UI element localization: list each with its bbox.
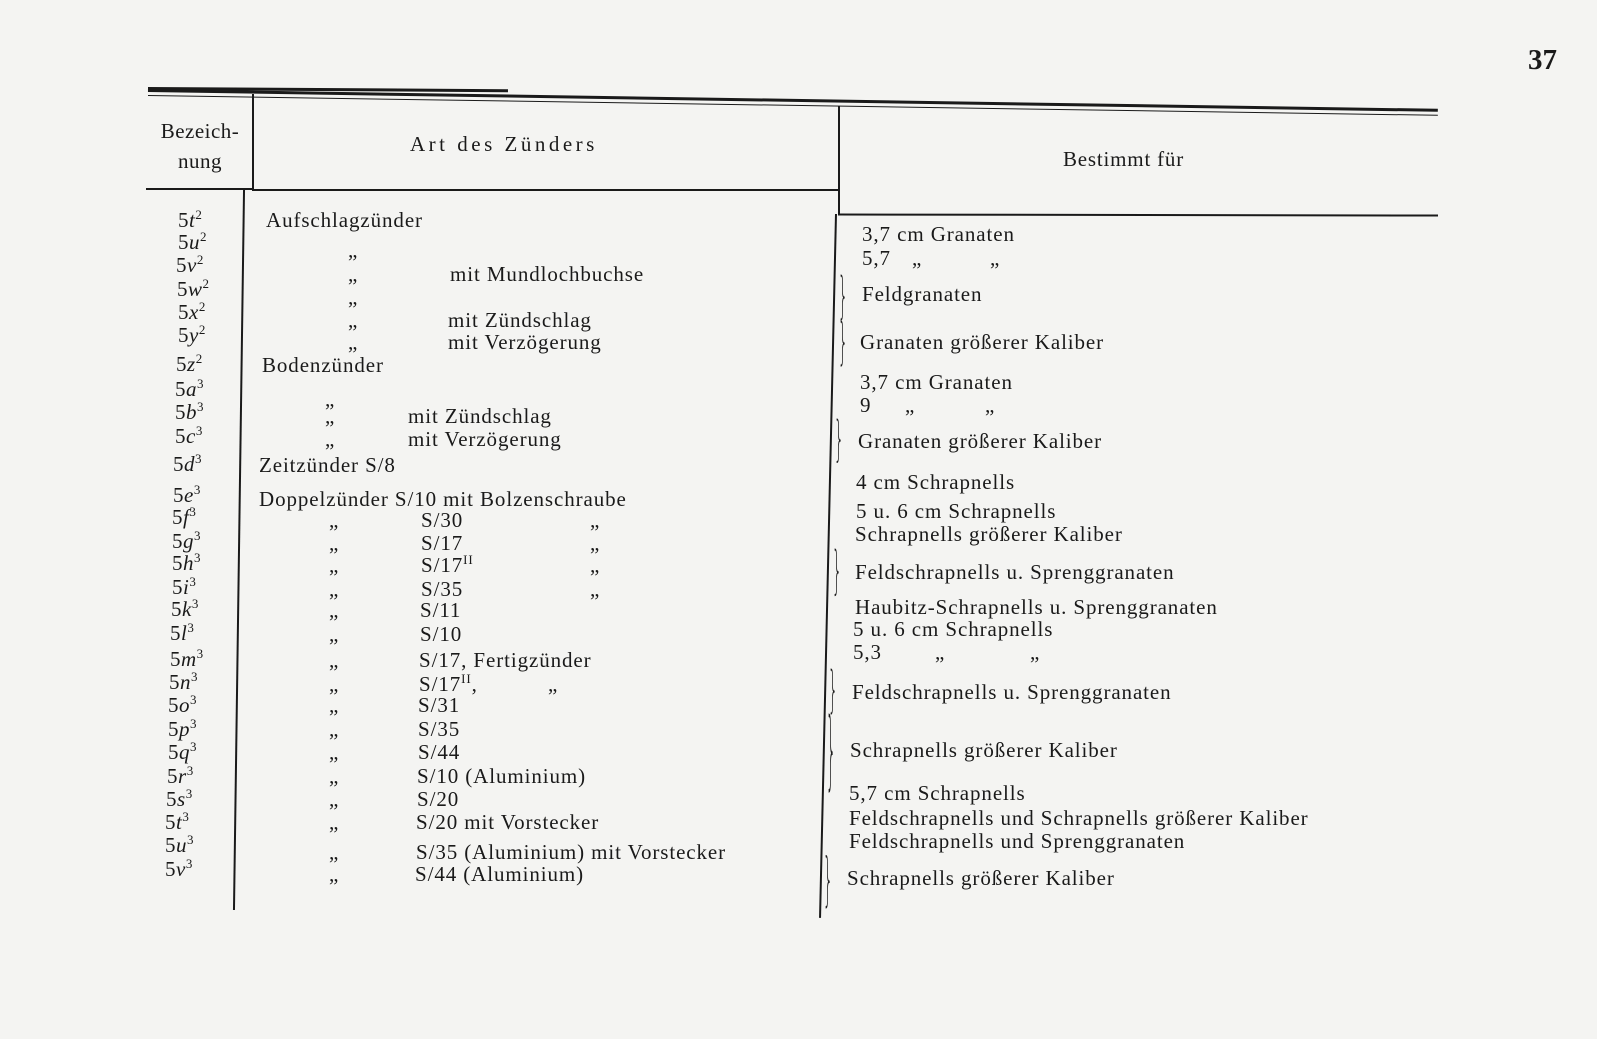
column-divider-1	[252, 94, 254, 190]
designation-exponent: 3	[185, 786, 193, 801]
designation-letter: z	[187, 352, 196, 376]
fuze-type-text: „	[329, 840, 340, 864]
designation-cell	[171, 597, 199, 622]
fuze-detail-superscript: II	[463, 552, 474, 567]
header-designation-line2: nung	[178, 149, 222, 173]
designation-exponent: 2	[195, 207, 203, 222]
designation-exponent: 3	[185, 856, 193, 871]
fuze-type-text: Aufschlagzünder	[266, 208, 423, 232]
designation-letter: u	[176, 833, 187, 857]
fuze-detail-main: S/35	[418, 717, 461, 741]
designation-cell	[175, 424, 203, 449]
fuze-detail-text	[420, 598, 461, 623]
fuze-detail-suffix: ,	[471, 672, 478, 696]
designation-letter: e	[184, 483, 194, 507]
fuze-detail-text	[421, 553, 474, 578]
column-divider-2	[838, 106, 840, 214]
designation-number: 5	[171, 597, 182, 621]
intended-for-text: 5,7	[862, 246, 891, 270]
designation-letter: a	[186, 377, 197, 401]
designation-exponent: 3	[189, 574, 197, 589]
fuze-detail-main: S/10 (Aluminium)	[417, 764, 586, 788]
fuze-detail-superscript: II	[461, 671, 472, 686]
designation-exponent: 3	[197, 399, 204, 414]
fuze-type-text: „	[348, 330, 359, 354]
designation-exponent: 3	[191, 596, 199, 611]
designation-exponent: 2	[202, 276, 210, 291]
header-fuze-type: Art des Zünders	[410, 132, 598, 156]
intended-for-text: 5,7 cm Schrapnells	[849, 781, 1026, 805]
fuze-detail-main: mit Verzögerung	[448, 330, 602, 354]
fuze-type-text: „	[325, 427, 336, 451]
fuze-type-text: „	[325, 404, 336, 428]
designation-letter: c	[186, 424, 196, 448]
intended-for-text: Granaten größerer Kaliber	[858, 429, 1103, 453]
designation-letter: q	[179, 740, 190, 764]
designation-letter: v	[176, 857, 186, 881]
fuze-detail-main: S/17	[419, 672, 462, 696]
ditto-mark: „	[1030, 640, 1041, 664]
fuze-type-text: „	[329, 531, 340, 555]
designation-cell	[172, 505, 196, 530]
designation-cell	[168, 693, 197, 718]
fuze-detail-main: S/35 (Aluminium) mit Vorstecker	[416, 840, 727, 864]
designation-cell	[176, 352, 203, 377]
designation-number: 5	[175, 400, 186, 424]
page-number: 37	[1528, 44, 1557, 76]
designation-letter: b	[186, 400, 197, 424]
designation-cell	[170, 621, 194, 646]
designation-exponent: 2	[195, 351, 203, 366]
designation-cell	[172, 551, 201, 576]
fuze-detail-main: S/35	[421, 577, 464, 601]
fuze-type-text: „	[348, 238, 359, 262]
designation-letter: r	[178, 764, 187, 788]
fuze-detail-main: mit Verzögerung	[408, 427, 562, 451]
designation-number: 5	[166, 787, 177, 811]
designation-letter: l	[181, 621, 188, 645]
intended-for-text: 4 cm Schrapnells	[856, 470, 1016, 494]
designation-letter: n	[180, 670, 191, 694]
intended-for-text: Feldschrapnells u. Sprenggranaten	[855, 560, 1175, 584]
designation-number: 5	[178, 208, 189, 232]
fuze-detail-text	[415, 862, 584, 887]
designation-exponent: 3	[182, 809, 190, 824]
designation-letter: m	[181, 647, 197, 671]
fuze-type-text: „	[329, 648, 340, 672]
designation-exponent: 3	[193, 482, 201, 497]
fuze-detail-text	[418, 740, 460, 765]
intended-for-text: 3,7 cm Granaten	[860, 370, 1013, 394]
designation-cell	[165, 833, 194, 858]
column-divider-1-lower	[233, 190, 245, 910]
intended-for-text: 5,3	[853, 640, 882, 664]
designation-cell	[175, 400, 204, 425]
intended-for-text: Feldschrapnells und Sprenggranaten	[849, 829, 1186, 853]
designation-cell	[165, 810, 189, 835]
fuze-detail-text	[408, 427, 562, 452]
designation-cell	[176, 253, 204, 278]
header-rule-left	[146, 188, 252, 190]
designation-exponent: 3	[190, 739, 197, 754]
designation-letter: v	[187, 253, 197, 277]
header-rule-right	[838, 213, 1438, 216]
fuze-detail-main: S/44 (Aluminium)	[415, 862, 584, 886]
designation-number: 5	[169, 670, 180, 694]
designation-letter: g	[183, 529, 194, 553]
fuze-type-text: „	[329, 862, 340, 886]
designation-number: 5	[172, 575, 183, 599]
curly-brace: }	[838, 315, 848, 373]
fuze-detail-text	[416, 810, 599, 835]
fuze-type-text: Bodenzünder	[262, 353, 384, 377]
fuze-detail-text	[450, 262, 644, 287]
designation-exponent: 3	[195, 423, 203, 438]
designation-cell	[178, 323, 206, 348]
designation-number: 5	[175, 377, 186, 401]
designation-number: 5	[178, 300, 189, 324]
curly-brace: }	[823, 848, 833, 915]
intended-for-text: 5 u. 6 cm Schrapnells	[856, 499, 1057, 523]
curly-brace: }	[826, 704, 836, 802]
curly-brace: }	[838, 269, 848, 327]
designation-number: 5	[168, 740, 179, 764]
fuze-type-text: „	[329, 553, 340, 577]
designation-number: 5	[165, 810, 176, 834]
designation-exponent: 3	[186, 763, 194, 778]
designation-cell	[165, 857, 193, 882]
intended-for-text: Feldgranaten	[862, 282, 983, 306]
fuze-type-text: „	[348, 308, 359, 332]
fuze-type-text: „	[329, 717, 340, 741]
designation-number: 5	[168, 693, 179, 717]
designation-number: 5	[172, 505, 183, 529]
ditto-mark: „	[548, 672, 559, 696]
fuze-detail-main: S/20 mit Vorstecker	[416, 810, 600, 834]
designation-number: 5	[173, 483, 184, 507]
fuze-type-text: „	[325, 387, 336, 411]
header-intended-for: Bestimmt für	[1063, 147, 1185, 171]
fuze-type-text: „	[329, 693, 340, 717]
designation-letter: d	[184, 452, 195, 476]
designation-exponent: 3	[189, 504, 197, 519]
designation-exponent: 3	[187, 620, 195, 635]
designation-cell	[168, 740, 197, 765]
fuze-type-text: „	[329, 740, 340, 764]
designation-exponent: 3	[194, 550, 201, 565]
designation-letter: x	[189, 300, 199, 324]
fuze-detail-main: S/17	[421, 531, 464, 555]
designation-number: 5	[177, 277, 188, 301]
designation-exponent: 3	[196, 646, 204, 661]
ditto-mark: „	[905, 393, 916, 417]
designation-number: 5	[173, 452, 184, 476]
fuze-detail-main: S/17	[421, 553, 464, 577]
intended-for-text: Schrapnells größerer Kaliber	[847, 866, 1115, 890]
fuze-detail-text	[421, 508, 463, 533]
designation-exponent: 3	[191, 669, 198, 684]
ditto-mark: „	[985, 393, 996, 417]
designation-letter: s	[177, 787, 186, 811]
designation-letter: w	[188, 277, 203, 301]
designation-cell	[170, 647, 204, 672]
fuze-detail-text	[408, 404, 552, 429]
fuze-detail-text	[417, 787, 459, 812]
fuze-type-text: „	[348, 262, 359, 286]
designation-number: 5	[175, 424, 186, 448]
designation-exponent: 3	[190, 692, 197, 707]
designation-number: 5	[172, 551, 183, 575]
fuze-type-text: „	[348, 285, 359, 309]
designation-letter: u	[189, 230, 200, 254]
fuze-type-text: „	[329, 672, 340, 696]
intended-for-text: Haubitz-Schrapnells u. Sprenggranaten	[855, 595, 1218, 619]
fuze-detail-text	[418, 693, 460, 718]
fuze-detail-main: S/17, Fertigzünder	[419, 648, 592, 672]
fuze-detail-main: S/11	[420, 598, 462, 622]
intended-for-text: 3,7 cm Granaten	[862, 222, 1015, 246]
designation-number: 5	[165, 857, 176, 881]
designation-number: 5	[176, 253, 187, 277]
fuze-type-text: „	[329, 764, 340, 788]
designation-letter: t	[189, 208, 196, 232]
designation-exponent: 3	[190, 716, 197, 731]
intended-for-text: Feldschrapnells u. Sprenggranaten	[852, 680, 1172, 704]
designation-letter: y	[189, 323, 199, 347]
ditto-mark: „	[990, 246, 1001, 270]
designation-number: 5	[170, 621, 181, 645]
intended-for-text: 9	[860, 393, 872, 417]
intended-for-text: Feldschrapnells und Schrapnells größerer Kaliber	[849, 806, 1309, 830]
designation-letter: i	[183, 575, 190, 599]
ditto-mark: „	[590, 508, 601, 532]
designation-letter: k	[182, 597, 192, 621]
designation-exponent: 2	[198, 299, 206, 314]
designation-number: 5	[168, 717, 179, 741]
fuze-detail-main: mit Zündschlag	[408, 404, 552, 428]
fuze-type-text: „	[329, 622, 340, 646]
designation-number: 5	[178, 230, 189, 254]
fuze-detail-main: mit Zündschlag	[448, 308, 592, 332]
designation-number: 5	[170, 647, 181, 671]
fuze-type-text: „	[329, 508, 340, 532]
fuze-detail-main: mit Mundlochbuchse	[450, 262, 645, 286]
designation-exponent: 3	[195, 451, 202, 466]
fuze-detail-main: S/31	[418, 693, 461, 717]
designation-exponent: 3	[194, 528, 201, 543]
curly-brace: }	[832, 543, 842, 603]
designation-letter: f	[183, 505, 190, 529]
fuze-detail-main: S/20	[417, 787, 460, 811]
fuze-type-text: Zeitzünder S/8	[259, 453, 396, 477]
top-rule-main	[148, 89, 1438, 112]
fuze-type-text: „	[329, 598, 340, 622]
intended-for-text: Schrapnells größerer Kaliber	[855, 522, 1123, 546]
curly-brace: }	[828, 663, 838, 721]
fuze-type-text: „	[329, 810, 340, 834]
ditto-mark: „	[590, 553, 601, 577]
designation-number: 5	[165, 833, 176, 857]
fuze-detail-text	[420, 622, 462, 647]
designation-cell	[173, 452, 202, 477]
designation-number: 5	[172, 529, 183, 553]
ditto-mark: „	[590, 577, 601, 601]
intended-for-text: Schrapnells größerer Kaliber	[850, 738, 1118, 762]
ditto-mark: „	[935, 640, 946, 664]
ditto-mark: „	[590, 531, 601, 555]
fuze-type-text: „	[329, 787, 340, 811]
designation-exponent: 3	[187, 832, 194, 847]
designation-number: 5	[167, 764, 178, 788]
curly-brace: }	[834, 413, 844, 469]
intended-for-text: 5 u. 6 cm Schrapnells	[853, 617, 1054, 641]
fuze-detail-main: S/10	[420, 622, 463, 646]
fuze-detail-text	[417, 764, 586, 789]
designation-exponent: 2	[196, 252, 204, 267]
designation-exponent: 2	[200, 229, 207, 244]
header-rule-mid	[252, 189, 838, 191]
designation-exponent: 3	[197, 376, 204, 391]
fuze-detail-text	[418, 717, 460, 742]
designation-letter: h	[183, 551, 194, 575]
designation-letter: p	[179, 717, 190, 741]
designation-letter: o	[179, 693, 190, 717]
designation-exponent: 2	[198, 322, 206, 337]
header-designation	[148, 116, 252, 176]
fuze-detail-text	[448, 330, 602, 355]
ditto-mark: „	[912, 246, 923, 270]
fuze-detail-main: S/30	[421, 508, 464, 532]
fuze-detail-text	[419, 648, 592, 673]
fuze-detail-main: S/44	[418, 740, 461, 764]
fuze-type-text: Doppelzünder S/10 mit Bolzenschraube	[259, 487, 627, 511]
fuze-type-text: „	[329, 577, 340, 601]
designation-number: 5	[176, 352, 187, 376]
designation-number: 5	[178, 323, 189, 347]
header-designation-line1: Bezeich-	[160, 119, 240, 143]
designation-letter: t	[176, 810, 183, 834]
intended-for-text: Granaten größerer Kaliber	[860, 330, 1105, 354]
